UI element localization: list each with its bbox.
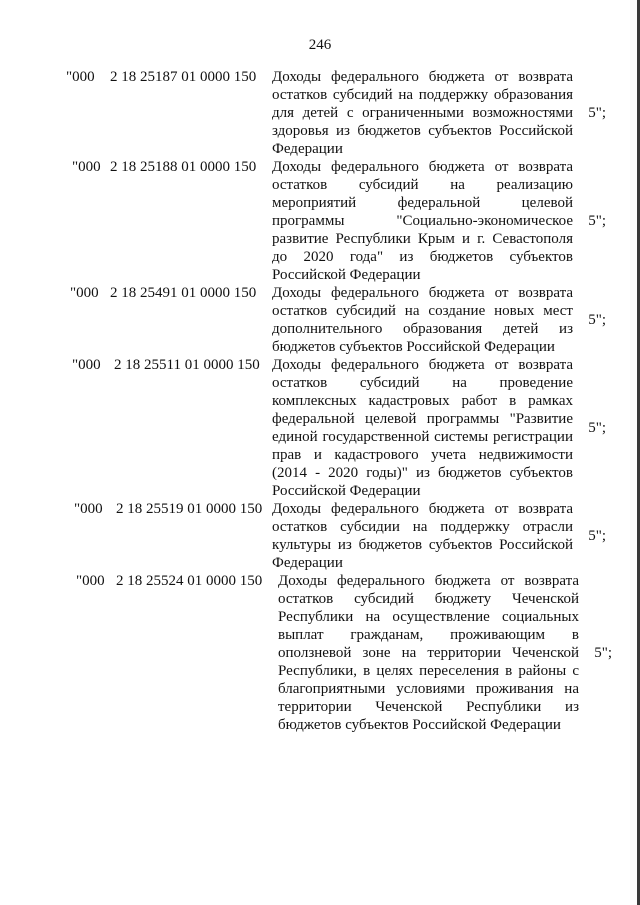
- budget-code-entry: [66, 158, 606, 284]
- entry-suffix: 5";: [588, 312, 606, 328]
- budget-classification-code: 2 18 25187 01 0000 150: [110, 69, 257, 85]
- entry-prefix: "000: [72, 357, 101, 373]
- budget-classification-code: 2 18 25188 01 0000 150: [110, 159, 257, 175]
- budget-code-entry: [66, 572, 612, 734]
- entry-suffix: 5";: [588, 420, 606, 436]
- budget-classification-code: 2 18 25524 01 0000 150: [116, 573, 263, 589]
- entry-suffix: 5";: [588, 213, 606, 229]
- entry-prefix: "000: [76, 573, 105, 589]
- entry-suffix: 5";: [588, 528, 606, 544]
- entry-description: Доходы федерального бюджета от возврата остатков субсидий на поддержку образования для детей с ограниченными возможностями здоровья из бюджетов субъектов Российской Федерации: [272, 69, 573, 157]
- entry-prefix: "000: [70, 285, 99, 301]
- entry-prefix: "000: [74, 501, 103, 517]
- budget-code-list: [66, 68, 612, 734]
- entry-prefix: "000: [66, 69, 95, 85]
- entry-description: Доходы федерального бюджета от возврата остатков субсидий бюджету Чеченской Республики на осуществление социальных выплат гражданам, проживающим в оползневой зоне на территории Чеченской Республики, в целях переселения в районы с благоприятными условиями проживания на территории Чеченской Республики из бюджетов субъектов Российской Федерации: [278, 573, 579, 733]
- budget-code-entry: [66, 356, 606, 500]
- page-number: 246: [308, 37, 332, 53]
- entry-prefix: "000: [72, 159, 101, 175]
- entry-description: Доходы федерального бюджета от возврата остатков субсидий на проведение комплексных кадастровых работ в рамках федеральной целевой программы "Развитие единой государственной системы регистрации прав и кадастрового учета недвижимости (2014 - 2020 годы)" из бюджетов субъектов Российской Федерации: [272, 357, 573, 499]
- budget-classification-code: 2 18 25491 01 0000 150: [110, 285, 257, 301]
- entry-suffix: 5";: [594, 645, 612, 661]
- entry-description: Доходы федерального бюджета от возврата остатков субсидий на реализацию мероприятий федеральной целевой программы "Социально-экономическое развитие Республики Крым и г. Севастополя до 2020 года" из бюджетов субъектов Российской Федерации: [272, 159, 573, 283]
- budget-classification-code: 2 18 25519 01 0000 150: [116, 501, 263, 517]
- entry-suffix: 5";: [588, 105, 606, 121]
- budget-code-entry: [66, 500, 606, 572]
- budget-classification-code: 2 18 25511 01 0000 150: [114, 357, 260, 373]
- entry-description: Доходы федерального бюджета от возврата остатков субсидии на поддержку отрасли культуры из бюджетов субъектов Российской Федерации: [272, 501, 573, 571]
- budget-code-entry: [66, 68, 606, 158]
- budget-code-entry: [66, 284, 606, 356]
- entry-description: Доходы федерального бюджета от возврата остатков субсидий на создание новых мест дополнительного образования детей из бюджетов субъектов Российской Федерации: [272, 285, 573, 355]
